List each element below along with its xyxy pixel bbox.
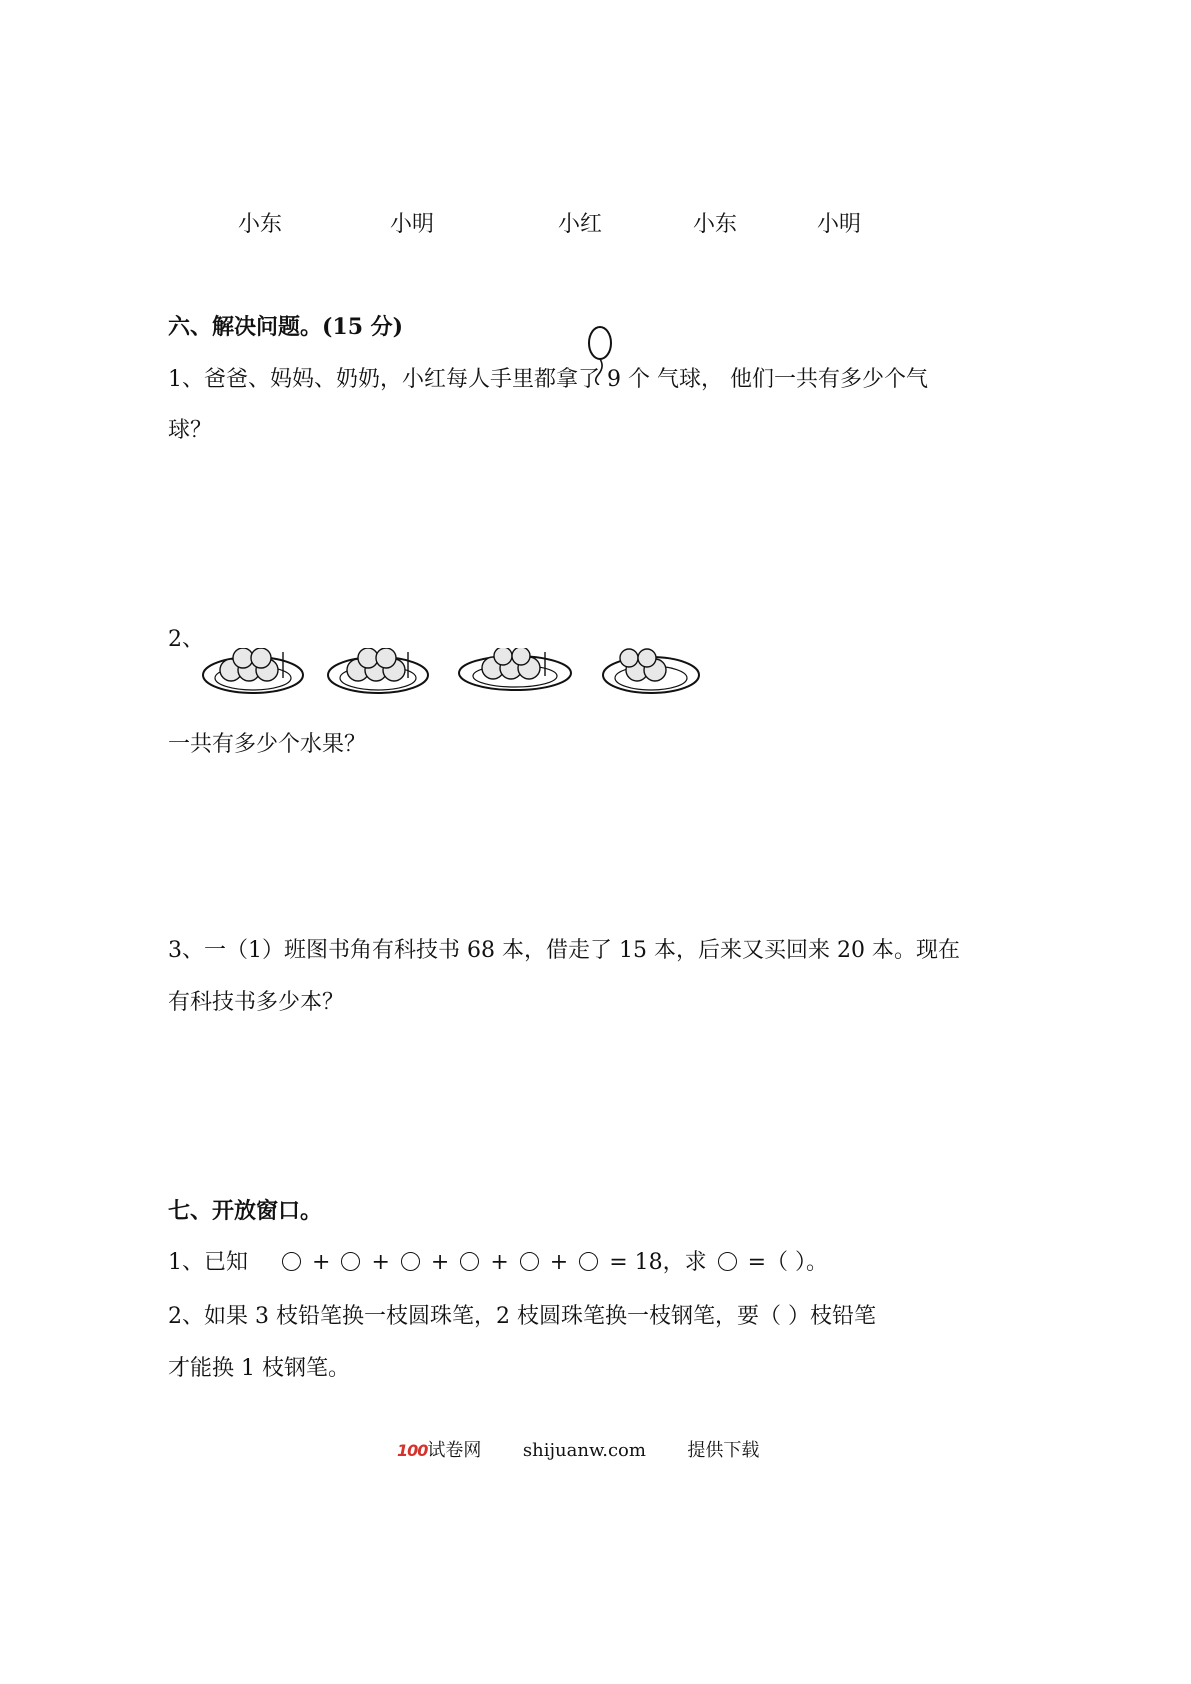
- circle-symbol-icon: [520, 1252, 539, 1271]
- fruit-plate-1-icon: [203, 648, 303, 693]
- fruit-plates-illustration: [195, 648, 710, 700]
- name-xiaohong: 小红: [558, 212, 603, 237]
- q7-1-prefix: 1、已知: [168, 1250, 248, 1275]
- q7-2-line2: 才能换 1 枝钢笔。: [168, 1356, 350, 1381]
- circle-symbol-icon: [282, 1252, 301, 1271]
- name-xiaodong-2: 小东: [693, 212, 738, 237]
- fruit-plate-4-icon: [603, 649, 699, 693]
- plus-sign: +: [312, 1250, 331, 1275]
- q6-3-line2: 有科技书多少本？: [168, 990, 345, 1015]
- plus-sign: +: [490, 1250, 509, 1275]
- footer-slogan: 提供下载: [687, 1440, 760, 1461]
- q7-1-line: [168, 1248, 828, 1278]
- name-xiaoming-2: 小明: [817, 212, 862, 237]
- circle-symbol-icon: [341, 1252, 360, 1271]
- fruit-plate-3-icon: [459, 648, 571, 690]
- name-xiaodong-1: 小东: [238, 212, 283, 237]
- q7-1-answer-blank: =（ ）。: [747, 1250, 829, 1275]
- circle-symbol-icon: [460, 1252, 479, 1271]
- section6-title: 六、解决问题。(15 分): [168, 314, 404, 340]
- circle-symbol-icon: [579, 1252, 598, 1271]
- fruit-plate-2-icon: [328, 648, 428, 693]
- plus-sign: +: [549, 1250, 569, 1275]
- circle-symbol-icon: [401, 1252, 420, 1271]
- q6-2-number: 2、: [168, 627, 204, 652]
- circle-symbol-icon: [718, 1252, 737, 1271]
- q6-1-line2: 球？: [168, 418, 213, 443]
- plus-sign: +: [430, 1250, 450, 1275]
- q6-3-line1: 3、一（1）班图书角有科技书 68 本，借走了 15 本，后来又买回来 20 本。现在: [168, 938, 960, 963]
- q6-2-question: 一共有多少个水果？: [168, 732, 367, 757]
- equals-eighteen: = 18，求: [609, 1250, 707, 1275]
- site-logo: 100: [397, 1441, 428, 1460]
- section7-title: 七、开放窗口。: [168, 1198, 323, 1224]
- footer-domain-link[interactable]: shijuanw.com: [522, 1440, 646, 1461]
- footer-site-name: 试卷网: [427, 1440, 482, 1461]
- name-xiaoming-1: 小明: [390, 212, 435, 237]
- q7-2-line1: 2、如果 3 枝铅笔换一枝圆珠笔，2 枝圆珠笔换一枝钢笔，要（ ）枝铅笔: [168, 1304, 876, 1329]
- q6-1-line1: 1、爸爸、妈妈、奶奶，小红每人手里都拿了 9 个 气球， 他们一共有多少个气: [168, 367, 928, 392]
- plus-sign: +: [371, 1250, 390, 1275]
- footer: [397, 1436, 759, 1462]
